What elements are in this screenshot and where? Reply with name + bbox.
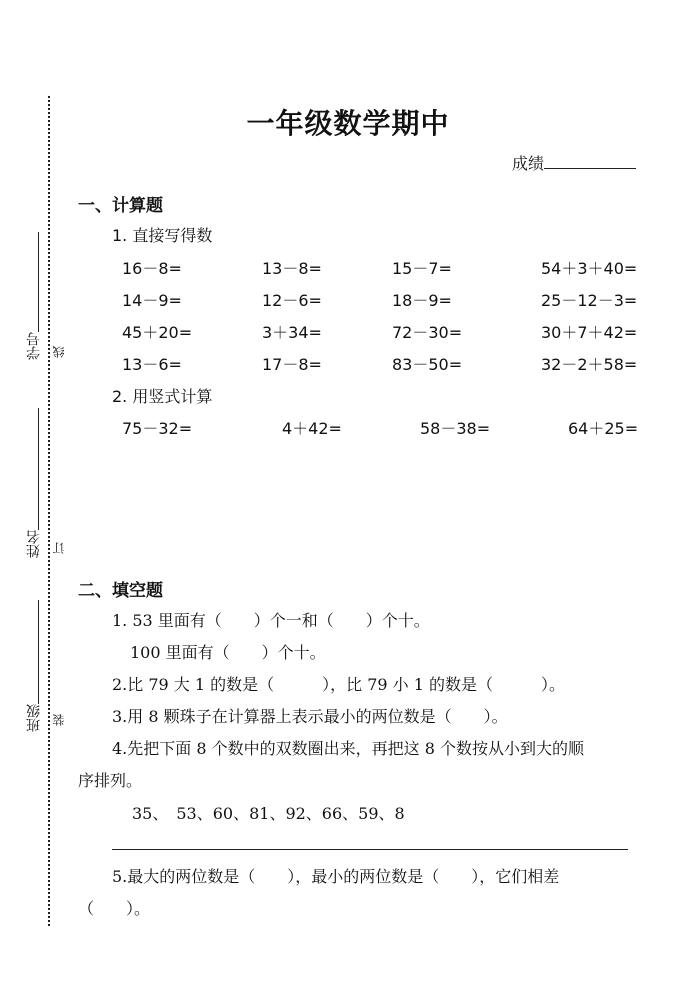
name-label: 姓名 [26,530,42,558]
score-blank [544,154,636,169]
class-label: 班级 [26,704,42,732]
question-4b: 序排列。 [78,771,143,790]
equation: 72－30= [392,323,463,342]
class-blank [38,600,39,704]
equation: 45＋20= [122,323,193,342]
cut-line-label: 线 [52,346,66,358]
part2-heading: 2. 用竖式计算 [112,387,213,406]
equation: 30＋7＋42= [541,323,638,342]
question-1a: 1. 53 里面有（ ）个一和（ ）个十。 [112,611,430,630]
student-id-label: 学号 [26,332,42,360]
vertical-calc-item: 58－38= [420,419,491,438]
equation: 54＋3＋40= [541,259,638,278]
equation: 3＋34= [262,323,322,342]
question-4a: 4.先把下面 8 个数中的双数圈出来，再把这 8 个数按从小到大的顺 [112,739,584,758]
equation: 83－50= [392,355,463,374]
vertical-calc-item: 4＋42= [282,419,342,438]
equation: 18－9= [392,291,452,310]
equation: 13－8= [262,259,322,278]
binding-dotted-line [48,96,50,926]
question-5a: 5.最大的两位数是（ ），最小的两位数是（ ），它们相差 [112,867,560,886]
page-title: 一年级数学期中 [246,107,450,140]
name-blank [38,408,39,530]
question-5b: （ ）。 [78,899,151,918]
section1-heading: 一、计算题 [78,196,163,216]
question-2: 2.比 79 大 1 的数是（ ），比 79 小 1 的数是（ ）。 [112,675,566,694]
equation: 12－6= [262,291,322,310]
equation: 16－8= [122,259,182,278]
question-1b: 100 里面有（ ）个十。 [130,643,326,662]
part1-heading: 1. 直接写得数 [112,226,213,245]
section2-heading: 二、填空题 [78,581,163,601]
equation: 17－8= [262,355,322,374]
equation: 14－9= [122,291,182,310]
equation: 25－12－3= [541,291,638,310]
bind-label: 订 [52,542,66,554]
question-3: 3.用 8 颗珠子在计算器上表示最小的两位数是（ ）。 [112,707,508,726]
equation: 13－6= [122,355,182,374]
vertical-calc-item: 75－32= [122,419,193,438]
student-id-blank [38,232,39,332]
score-field [512,151,636,174]
answer-line [112,849,628,850]
score-label: 成绩 [511,154,544,173]
question-4-numbers: 35、 53、60、81、92、66、59、8 [132,804,405,823]
staple-label: 装 [52,714,66,726]
equation: 32－2＋58= [541,355,638,374]
vertical-calc-item: 64＋25= [568,419,639,438]
equation: 15－7= [392,259,452,278]
